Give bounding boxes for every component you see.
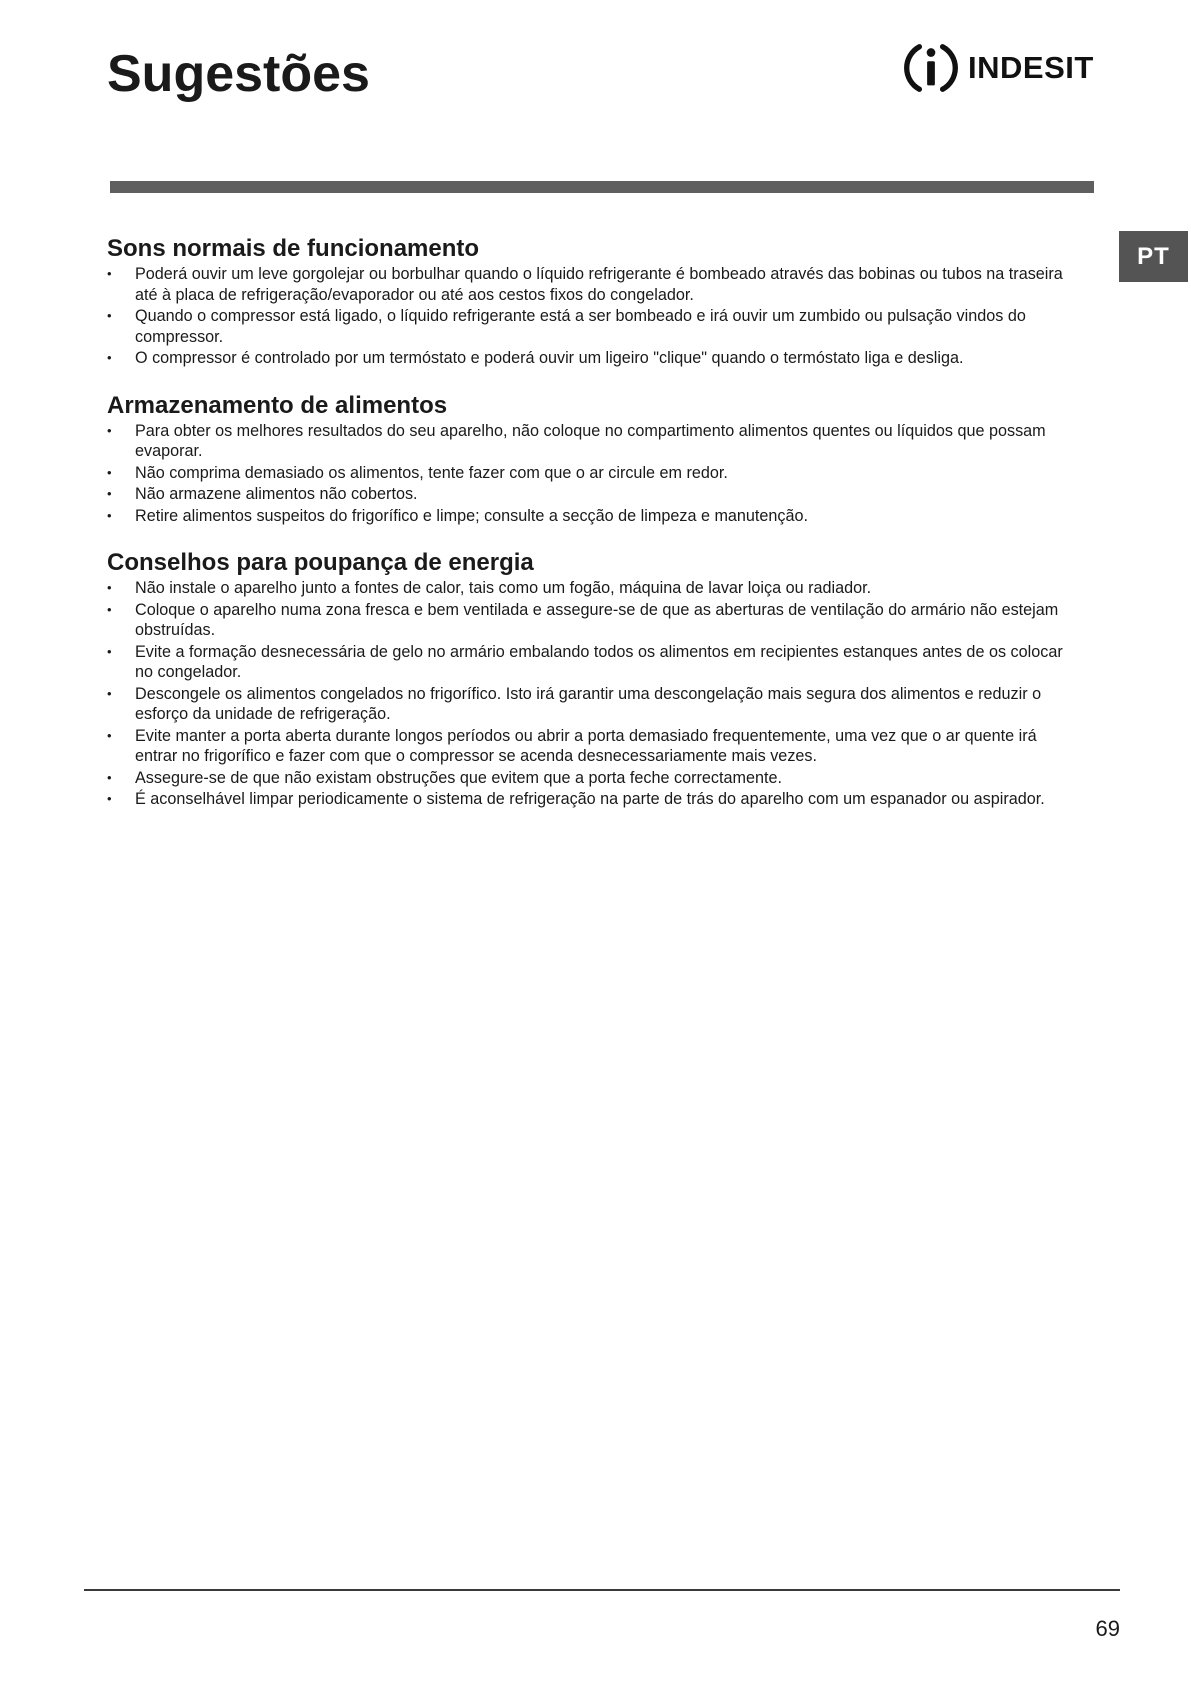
list-item: • Evite a formação desnecessária de gelo no armário embalando todos os alimentos em recipientes estanques antes de os colocar no congelador. [107, 642, 1067, 683]
page-title: Sugestões [107, 45, 370, 103]
list-item: • Não comprima demasiado os alimentos, tente fazer com que o ar circule em redor. [107, 463, 1067, 484]
main-content [107, 234, 1067, 832]
list-item: • Retire alimentos suspeitos do frigorífico e limpe; consulte a secção de limpeza e manutenção. [107, 506, 1067, 527]
bullet-list [107, 264, 1067, 369]
language-tab: PT [1119, 231, 1188, 282]
list-item: • Assegure-se de que não existam obstruções que evitem que a porta feche correctamente. [107, 768, 1067, 789]
section [107, 234, 1067, 369]
list-item: • Descongele os alimentos congelados no frigorífico. Isto irá garantir uma descongelação mais segura dos alimentos e reduzir o esforço da unidade de refrigeração. [107, 684, 1067, 725]
section-title: Armazenamento de alimentos [107, 391, 448, 419]
indesit-logo-icon [902, 39, 960, 97]
bullet-list [107, 421, 1067, 527]
list-item: • Para obter os melhores resultados do seu aparelho, não coloque no compartimento alimentos quentes ou líquidos que possam evaporar. [107, 421, 1067, 462]
section-title: Sons normais de funcionamento [107, 235, 480, 262]
list-item: • Coloque o aparelho numa zona fresca e bem ventilada e assegure-se de que as aberturas de ventilação do armário não estejam obstruídas. [107, 600, 1067, 641]
footer-divider [84, 1589, 1120, 1591]
header-divider [110, 181, 1094, 193]
section-title: Conselhos para poupança de energia [107, 549, 534, 576]
list-item: • Não armazene alimentos não cobertos. [107, 484, 1067, 505]
list-item: • Quando o compressor está ligado, o líquido refrigerante está a ser bombeado e irá ouvir um zumbido ou pulsação vindos do compressor. [107, 306, 1067, 347]
section [107, 548, 1067, 810]
list-item: • É aconselhável limpar periodicamente o sistema de refrigeração na parte de trás do aparelho com um espanador ou aspirador. [107, 789, 1067, 810]
section [107, 391, 1067, 527]
list-item: • Não instale o aparelho junto a fontes de calor, tais como um fogão, máquina de lavar loiça ou radiador. [107, 578, 1067, 599]
brand-name: INDESIT [968, 50, 1094, 85]
list-item: • O compressor é controlado por um termóstato e poderá ouvir um ligeiro "clique" quando o termóstato liga e desliga. [107, 348, 1067, 369]
list-item: • Poderá ouvir um leve gorgolejar ou borbulhar quando o líquido refrigerante é bombeado através das bobinas ou tubos na traseira até à placa de refrigeração/evaporador ou até aos cestos fixos do congelador. [107, 264, 1067, 305]
list-item: • Evite manter a porta aberta durante longos períodos ou abrir a porta demasiado frequentemente, uma vez que o ar quente irá entrar no frigorífico e fazer com que o compressor se acenda desnecessariamente mais vezes. [107, 726, 1067, 767]
page-number: 69 [1095, 1616, 1120, 1641]
bullet-list [107, 578, 1067, 810]
brand-logo [902, 38, 1102, 98]
